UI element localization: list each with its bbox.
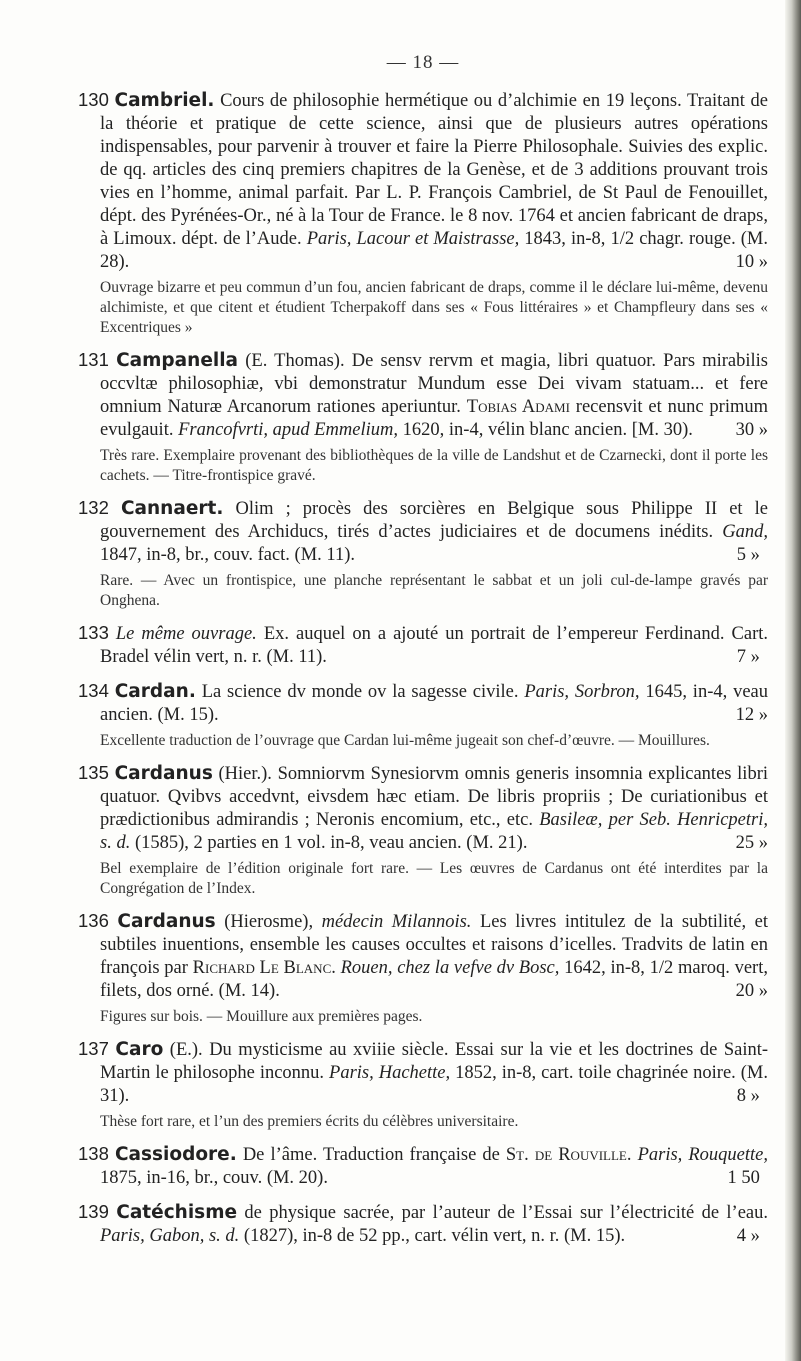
catalogue-entry	[78, 761, 768, 899]
entry-title: de physique sacrée, par l’auteur de l’Essai sur l’électricité de l’eau.	[237, 1203, 769, 1223]
entry-publisher: Paris, Gabon, s. d.	[100, 1226, 240, 1246]
entry-publisher: Francofvrti, apud Emmelium,	[178, 420, 399, 440]
entry-details: 1847, in-8, br., couv. fact. (M. 11).	[100, 545, 356, 565]
entry-publisher: Paris, Rouquette,	[631, 1145, 769, 1165]
entry-price: 25 »	[735, 833, 768, 853]
entry-publisher: Paris, Lacour et Maistrasse,	[306, 229, 520, 249]
entry-number: 139	[78, 1201, 109, 1222]
entry-price: 5 »	[736, 545, 760, 565]
entry-price: 4 »	[736, 1226, 760, 1246]
catalogue-entry	[78, 1200, 768, 1248]
catalogue-entry	[78, 909, 768, 1027]
entry-number: 136	[78, 910, 109, 931]
entry-main	[78, 496, 768, 567]
entry-author: Le même ouvrage.	[115, 624, 257, 644]
entry-main	[78, 761, 768, 855]
entry-author: Cassiodore.	[114, 1144, 237, 1165]
entry-title-cont: recensvit et nunc primum evulgauit.	[100, 397, 769, 440]
catalogue-entry	[78, 88, 768, 338]
entry-author: Catéchisme	[116, 1202, 238, 1223]
entry-main	[78, 1142, 768, 1190]
entry-title: De l’âme. Traduction française de	[236, 1145, 506, 1165]
entry-main	[78, 1200, 768, 1248]
entry-number: 138	[78, 1143, 109, 1164]
entry-price: 20 »	[735, 981, 768, 1001]
entry-title: (Hierosme),	[215, 912, 322, 932]
entry-note: Thèse fort rare, et l’un des premiers écrits du célèbres universitaire.	[100, 1113, 519, 1130]
entry-author: Cardanus	[117, 911, 216, 932]
entry-title: (E. Thomas). De sensv rervm et magia, libri quatuor. Pars mirabilis occvltæ philosophiæ, vbi demonstratur Mundum esse Dei vivam statuam... et fere omnium Naturæ Arcanorum rationes aperiuntur.	[100, 351, 768, 417]
entry-title: Ex. auquel on a ajouté un portrait de l’empereur Ferdinand. Cart. Bradel vélin vert, n. r. (M. 11).	[100, 624, 769, 667]
entry-note: Rare. — Avec un frontispice, une planche représentant le sabbat et un joli cul-de-lampe gravés par Onghena.	[100, 572, 768, 609]
entry-details: 1843, in-8, 1/2 chagr. rouge. (M. 28).	[100, 229, 768, 272]
entry-number: 131	[78, 349, 109, 370]
entry-number: 130	[78, 89, 109, 110]
entry-title: Cours de philosophie hermétique ou d’alchimie en 19 leçons. Traitant de la théorie et pratique de cette science, ainsi que de plusieurs autres opérations indispensables, pour parvenir à trouver et faire la Pierre Philosophale. Suivies des explic. de qq. articles des cinq premiers chapitres de la Genèse, et de 3 additions prouvant trois vies en l’homme, animal parfait. Par L. P. François Cambriel, de St Paul de Fenouillet, dépt. des Pyrénées-Or., né à la Tour de France. le 8 nov. 1764 et ancien fabricant de draps, à Limoux. dépt. de l’Aude.	[100, 91, 769, 249]
catalogue-entry	[78, 1037, 768, 1132]
entry-publisher: Gand,	[722, 522, 768, 542]
entry-translator: Richard Le Blanc.	[192, 958, 336, 978]
entry-note: Très rare. Exemplaire provenant des bibliothèques de la ville de Landshut et de Czarnecki, dont il porte les cachets. — Titre-frontispice gravé.	[100, 447, 768, 484]
entry-price: 7 »	[736, 647, 760, 667]
entry-main	[78, 621, 768, 669]
entry-note: Excellente traduction de l’ouvrage que Cardan lui-même jugeait son chef-d’œuvre. — Mouillures.	[100, 732, 710, 749]
entry-main	[78, 88, 768, 274]
entry-publisher: Paris, Hachette,	[329, 1063, 451, 1083]
entry-number: 134	[78, 680, 109, 701]
entry-price: 10 »	[735, 252, 768, 272]
entry-author: Cannaert.	[120, 498, 224, 519]
entry-publisher: Paris, Sorbron,	[524, 682, 640, 702]
entry-title: La science dv monde ov la sagesse civile.	[195, 682, 525, 702]
entry-translator: St. de Rouville.	[505, 1145, 632, 1165]
entry-author: Cambriel.	[114, 90, 215, 111]
entry-publisher: Basileæ, per Seb. Henricpetri, s. d.	[100, 810, 769, 853]
entry-details: (1585), 2 parties en 1 vol. in-8, veau ancien. (M. 21).	[130, 833, 528, 853]
entry-details: 1620, in-4, vélin blanc ancien. [M. 30).	[398, 420, 693, 440]
entry-number: 135	[78, 762, 109, 783]
entry-note: Ouvrage bizarre et peu commun d’un fou, ancien fabricant de draps, comme il le déclare lui-même, devenu alchimiste, et que citent et étudient Tcherpakoff dans ses « Fous littéraires » et Champfleury dans ses « Excentriques »	[100, 279, 768, 336]
entry-main	[78, 679, 768, 727]
entry-author: Caro	[115, 1039, 164, 1060]
entry-price: 30 »	[735, 420, 768, 440]
entry-main	[78, 348, 768, 442]
catalogue-entry	[78, 679, 768, 751]
entry-number: 132	[78, 497, 109, 518]
entry-main	[78, 909, 768, 1003]
entry-details: 1642, in-8, 1/2 maroq. vert, filets, dos orné. (M. 14).	[100, 958, 768, 1001]
catalogue-entry	[78, 496, 768, 611]
catalogue-entry	[78, 621, 768, 669]
catalogue-entry	[78, 348, 768, 486]
page-number-header: — 18 —	[386, 52, 460, 73]
entry-details: 1875, in-16, br., couv. (M. 20).	[100, 1168, 328, 1188]
entry-publisher: Rouen, chez la vefve dv Bosc,	[335, 958, 560, 978]
entry-editor: Tobias Adami	[466, 397, 570, 417]
entry-author-qualifier: médecin Milannois.	[321, 912, 472, 932]
catalogue-entry	[78, 1142, 768, 1190]
entry-details: (1827), in-8 de 52 pp., cart. vélin vert, n. r. (M. 15).	[239, 1226, 626, 1246]
entry-note: Figures sur bois. — Mouillure aux premières pages.	[100, 1008, 423, 1025]
entry-details: 1852, in-8, cart. toile chagrinée noire. (M. 31).	[100, 1063, 768, 1106]
entry-author: Cardan.	[114, 681, 196, 702]
entry-number: 133	[78, 622, 109, 643]
entry-details: 1645, in-4, veau ancien. (M. 15).	[100, 682, 768, 725]
entry-price: 12 »	[735, 705, 768, 725]
entry-number: 137	[78, 1038, 109, 1059]
entry-title-cont: Les livres intitulez de la subtilité, et subtiles inuentions, ensemble les causes occultes et raisons d’icelles. Tradvits de latin en françois par	[100, 912, 768, 978]
catalogue-page	[78, 52, 768, 1258]
entry-title: (Hier.). Somniorvm Synesiorvm omnis generis insomnia explicantes libri quatuor. Qvibvs accedvnt, eivsdem hæc etiam. De libris propriis ; De curiationibus et prædictionibus admirandis ; Neronis encomium, etc., etc.	[100, 764, 768, 830]
entry-price: 8 »	[736, 1086, 760, 1106]
entry-author: Cardanus	[114, 763, 213, 784]
entry-title: Olim ; procès des sorcières en Belgique sous Philippe II et le gouvernement des Archiducs, tirés d’actes judiciaires et de documens inédits.	[100, 499, 769, 542]
entry-author: Campanella	[116, 350, 239, 371]
entry-main	[78, 1037, 768, 1108]
page-edge-shadow	[785, 0, 801, 1361]
entry-note: Bel exemplaire de l’édition originale fort rare. — Les œuvres de Cardanus ont été interdites par la Congrégation de l’Index.	[100, 860, 768, 897]
entry-price: 1 50	[727, 1168, 760, 1188]
entry-title: (E.). Du mysticisme au xviiie siècle. Essai sur la vie et les doctrines de Saint-Martin le philosophe inconnu.	[100, 1040, 769, 1083]
